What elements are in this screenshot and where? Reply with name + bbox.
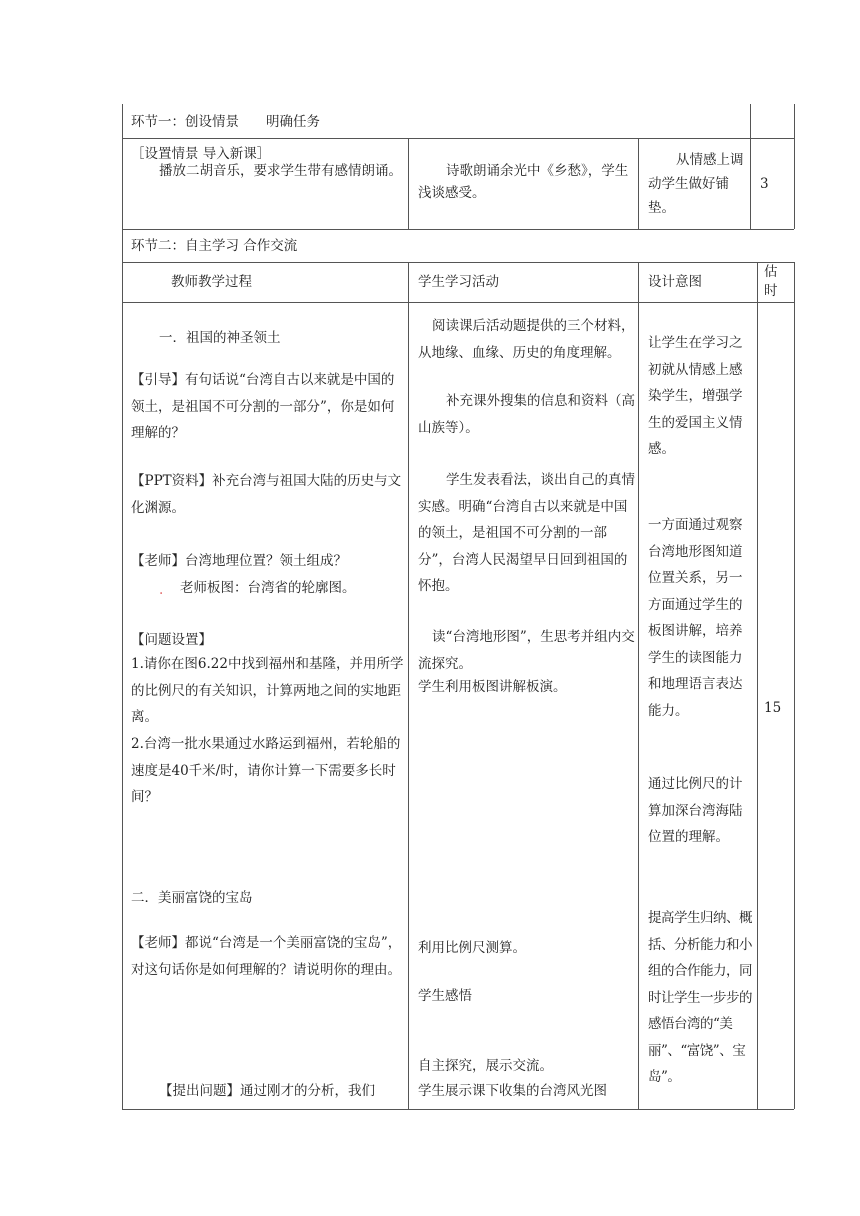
table-rule <box>122 262 794 263</box>
table-rule <box>794 104 795 229</box>
table-rule <box>122 302 794 303</box>
section1-teacher-heading: ［设置情景 导入新课］ <box>131 146 271 162</box>
table-rule <box>638 262 639 1109</box>
header-teacher: 教师教学过程 <box>171 274 252 290</box>
header-intent: 设计意图 <box>648 274 702 290</box>
teacher-board: 老师板图：台湾省的轮廓图。 <box>180 580 356 596</box>
intent-2: 一方面通过观察台湾地形图知道位置关系，另一方面通过学生的板图讲解，培养学生的读图能力和地理语言表达能力。 <box>648 517 743 719</box>
teacher-part1-title: 一．祖国的神圣领土 <box>159 330 281 346</box>
section2-title: 环节二：自主学习 合作交流 <box>131 238 298 254</box>
header-student: 学生学习活动 <box>418 274 499 290</box>
section1-time: 3 <box>760 176 769 192</box>
teacher-intro: 【引导】有句话说“台湾自古以来就是中国的领土，是祖国不可分割的一部分”，你是如何理解的？ <box>131 372 395 441</box>
student-show: 学生展示课下收集的台湾风光图 <box>418 1083 607 1099</box>
student-supplement: 补充课外搜集的信息和资料（高山族等）。 <box>418 393 635 436</box>
student-measure: 利用比例尺测算。 <box>418 940 526 956</box>
teacher-question-treasure: 【老师】都说“台湾是一个美丽富饶的宝岛”，对这句话你是如何理解的？请说明你的理由。 <box>131 935 402 978</box>
teacher-question-location: 【老师】台湾地理位置？领土组成？ <box>131 553 347 569</box>
section1-title: 环节一：创设情景 明确任务 <box>131 114 320 130</box>
board-bullet: . <box>159 582 164 598</box>
teacher-part2-title: 二．美丽富饶的宝岛 <box>131 890 253 906</box>
table-rule <box>638 138 639 229</box>
teacher-ppt: 【PPT资料】补充台湾与祖国大陆的历史与文化渊源。 <box>131 473 402 516</box>
table-rule <box>122 138 794 139</box>
teacher-raise-question: 【提出问题】通过刚才的分析，我们 <box>159 1083 375 1099</box>
teacher-problem-1: 1.请你在图6.22中找到福州和基隆，并用所学的比例尺的有关知识，计算两地之间的实地距离。 <box>131 656 404 725</box>
student-express: 学生发表看法，谈出自己的真情实感。明确“台湾自古以来就是中国的领土，是祖国不可分割的一部分”，台湾人民渴望早日回到祖国的怀抱。 <box>418 472 635 594</box>
table-rule <box>757 262 758 1109</box>
table-rule <box>750 104 751 229</box>
table-rule <box>794 262 795 1109</box>
section1-intent-text: 从情感上调动学生做好铺垫。 <box>648 152 744 216</box>
section2-time: 15 <box>764 700 782 716</box>
intent-3: 通过比例尺的计算加深台湾海陆位置的理解。 <box>648 776 743 845</box>
student-read: 阅读课后活动题提供的三个材料，从地缘、血缘、历史的角度理解。 <box>418 318 635 361</box>
table-rule <box>122 1109 794 1110</box>
table-rule <box>122 229 794 230</box>
intent-1: 让学生在学习之初就从情感上感染学生，增强学生的爱国主义情感。 <box>648 335 743 457</box>
teacher-problem-2: 2.台湾一批水果通过水路运到福州，若轮船的速度是40千米/时，请你计算一下需要多长时间？ <box>131 736 401 805</box>
section1-student-text: 诗歌朗诵余光中《乡愁》，学生浅谈感受。 <box>418 163 629 201</box>
student-map: 读“台湾地形图”，生思考并组内交流探究。 <box>418 629 635 672</box>
table-rule <box>408 262 409 1109</box>
teacher-problem-title: 【问题设置】 <box>131 632 212 648</box>
section1-teacher-text: 播放二胡音乐，要求学生带有感情朗诵。 <box>159 163 402 179</box>
intent-4: 提高学生归纳、概括、分析能力和小组的合作能力，同时让学生一步步的感悟台湾的“美丽”、“富饶”、宝岛”。 <box>648 910 752 1085</box>
student-explore: 自主探究，展示交流。 <box>418 1058 553 1074</box>
table-rule <box>122 104 123 1109</box>
table-rule <box>408 138 409 229</box>
student-board-explain: 学生利用板图讲解板演。 <box>418 679 567 695</box>
student-feel: 学生感悟 <box>418 988 472 1004</box>
header-time: 估时 <box>764 264 778 299</box>
